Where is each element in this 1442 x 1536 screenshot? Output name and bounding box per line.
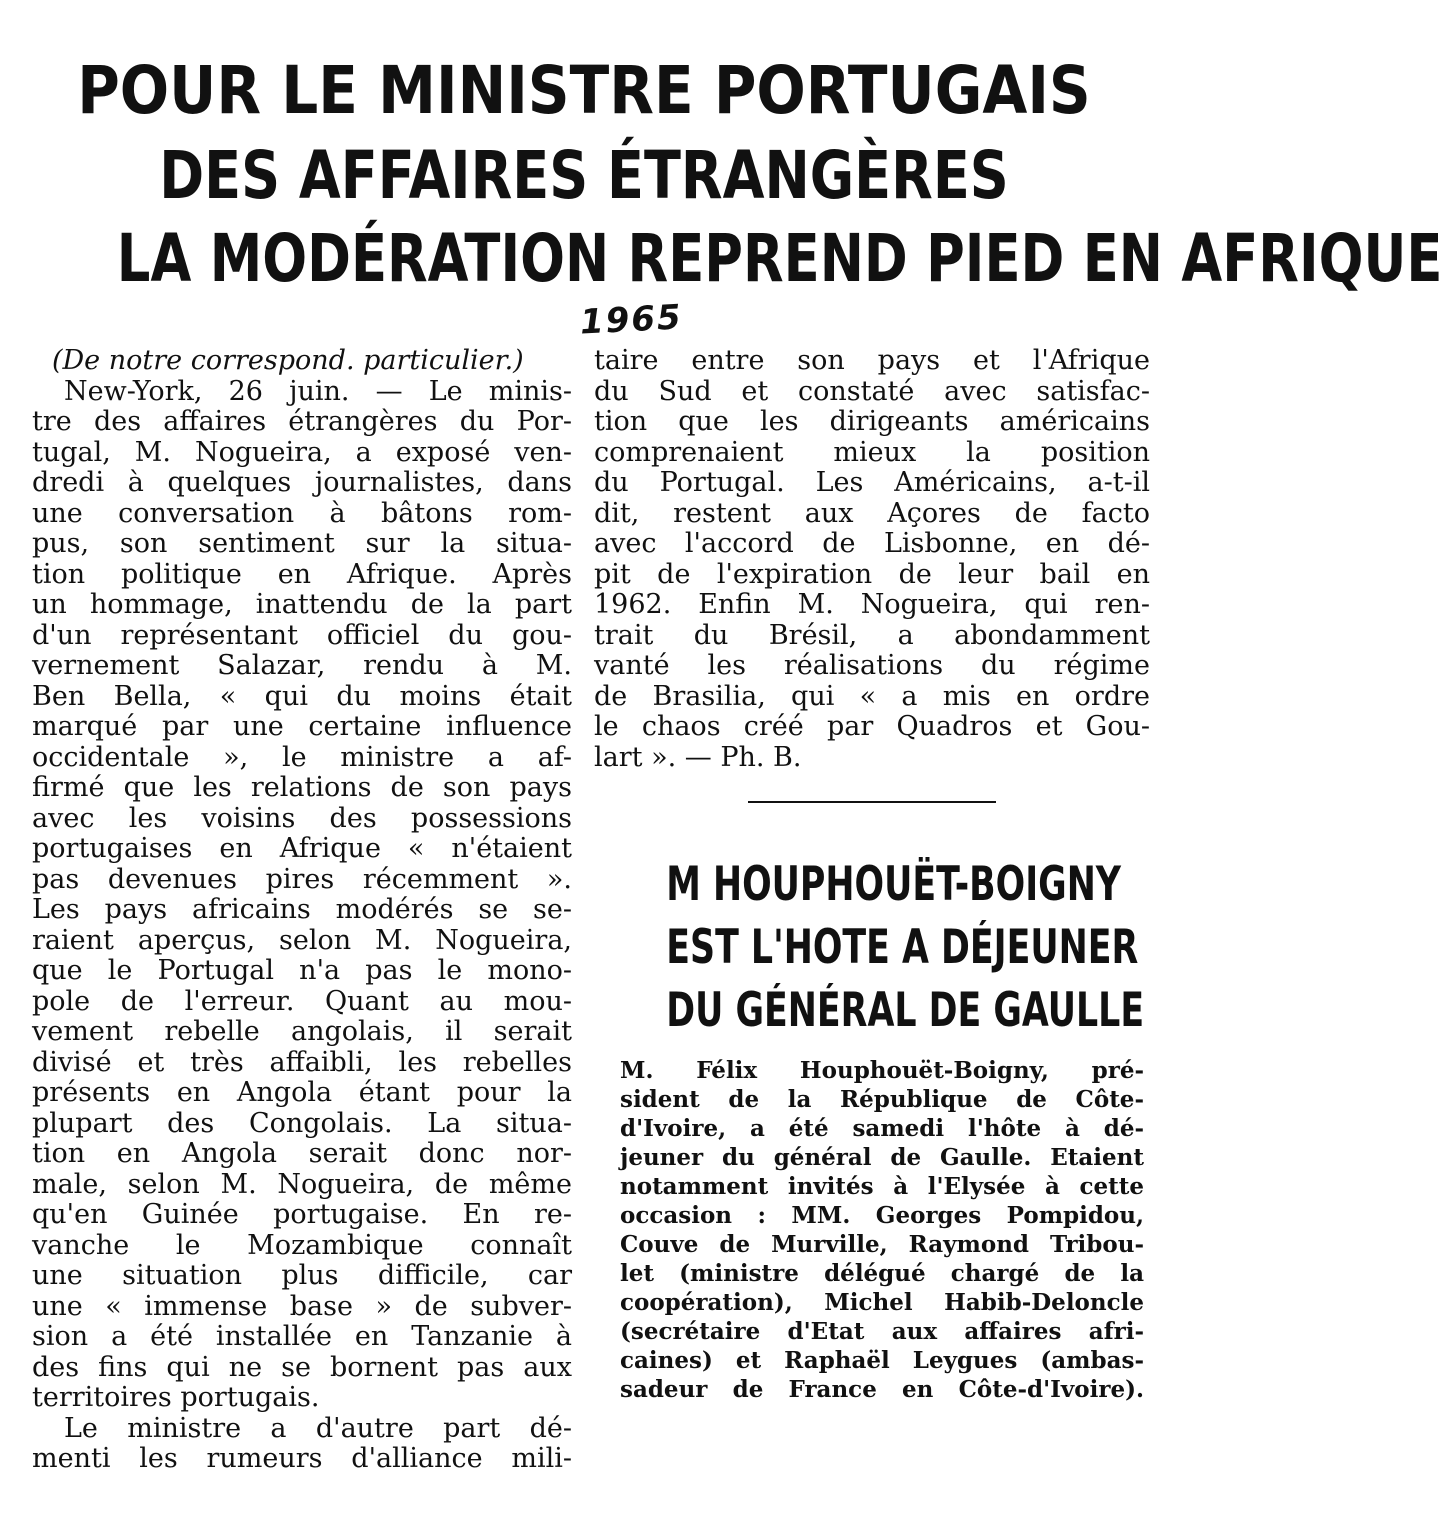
text-line: territoires portugais. <box>32 1382 320 1413</box>
text-line: tre des affaires étrangères du Por- <box>32 406 572 437</box>
text-line: divisé et très affaibli, les rebelles <box>32 1046 572 1078</box>
text-line: vernement Salazar, rendu à M. <box>32 650 572 681</box>
text-line: dit, restent aux Açores de facto <box>594 497 1150 529</box>
text-line: dredi à quelques journalistes, dans <box>32 467 572 498</box>
text-line: des fins qui ne se bornent pas aux <box>32 1351 572 1383</box>
signature-line: lart ». — Ph. B. <box>594 741 802 773</box>
text-line: trait du Brésil, a abondamment <box>594 619 1150 651</box>
text-line: Couve de Murville, Raymond Tribou- <box>620 1231 1144 1258</box>
text-line: M. Félix Houphouët-Boigny, pré- <box>620 1057 1144 1084</box>
second-headline-line-2: EST L'HOTE A DÉJEUNER <box>666 920 1139 975</box>
text-line: vement rebelle angolais, il serait <box>32 1016 572 1047</box>
text-line: pas devenues pires récemment ». <box>32 863 572 895</box>
text-line: tion en Angola serait donc nor- <box>32 1138 572 1169</box>
text-line: Les pays africains modérés se se- <box>32 894 572 925</box>
text-line: d'Ivoire, a été samedi l'hôte à dé- <box>620 1115 1144 1142</box>
text-line: let (ministre délégué chargé de la <box>620 1260 1144 1287</box>
text-line: une situation plus difficile, car <box>32 1260 572 1291</box>
text-line: que le Portugal n'a pas le mono- <box>32 955 572 986</box>
text-line: pus, son sentiment sur la situa- <box>32 528 572 559</box>
second-headline-line-3: DU GÉNÉRAL DE GAULLE <box>666 983 1145 1038</box>
text-line: menti les rumeurs d'alliance mili- <box>32 1443 572 1474</box>
text-line: comprenaient mieux la position <box>594 436 1150 468</box>
text-line: du Portugal. Les Américains, a-t-il <box>594 467 1150 498</box>
main-article-right-column <box>594 346 1150 773</box>
text-line: firmé que les relations de son pays <box>32 772 572 803</box>
text-line: pit de l'expiration de leur bail en <box>594 558 1150 590</box>
headline-line-2: DES AFFAIRES ÉTRANGÈRES <box>159 137 1009 214</box>
text-line: d'un représentant officiel du gou- <box>32 619 572 651</box>
text-line: une « immense base » de subver- <box>32 1290 572 1322</box>
text-line: notamment invités à l'Elysée à cette <box>620 1173 1144 1200</box>
text-line: tugal, M. Nogueira, a exposé ven- <box>32 436 572 468</box>
text-line: coopération), Michel Habib-Deloncle <box>620 1289 1144 1316</box>
text-line: 1962. Enfin M. Nogueira, qui ren- <box>594 589 1150 620</box>
text-line: vanche le Mozambique connaît <box>32 1229 572 1261</box>
second-article-body <box>620 1056 1144 1404</box>
text-line: pole de l'erreur. Quant au mou- <box>32 985 572 1017</box>
text-line: le chaos créé par Quadros et Gou- <box>594 711 1150 742</box>
text-line: vanté les réalisations du régime <box>594 650 1150 681</box>
text-line: Ben Bella, « qui du moins était <box>32 680 572 712</box>
text-line: portugaises en Afrique « n'étaient <box>32 833 572 864</box>
text-line: avec l'accord de Lisbonne, en dé- <box>594 528 1150 559</box>
headline-line-1: POUR LE MINISTRE PORTUGAIS <box>77 52 1091 129</box>
text-line: présents en Angola étant pour la <box>32 1077 572 1108</box>
text-line: du Sud et constaté avec satisfac- <box>594 375 1150 407</box>
text-line: Le ministre a d'autre part dé- <box>64 1412 572 1444</box>
text-line: une conversation à bâtons rom- <box>32 497 572 529</box>
text-line: (secrétaire d'Etat aux affaires afri- <box>620 1318 1144 1345</box>
text-line: qu'en Guinée portugaise. En re- <box>32 1199 572 1230</box>
text-line: marqué par une certaine influence <box>32 711 572 742</box>
text-line: jeuner du général de Gaulle. Etaient <box>620 1144 1144 1171</box>
text-line: New-York, 26 juin. — Le minis- <box>64 375 572 407</box>
text-line: caines) et Raphaël Leygues (ambas- <box>620 1347 1144 1374</box>
handwritten-year-note: 1965 <box>579 297 684 343</box>
text-line: occasion : MM. Georges Pompidou, <box>620 1202 1144 1229</box>
text-line: plupart des Congolais. La situa- <box>32 1107 572 1139</box>
text-line: sadeur de France en Côte-d'Ivoire). <box>620 1376 1144 1403</box>
headline-line-3: LA MODÉRATION REPREND PIED EN AFRIQUE <box>116 220 1442 297</box>
text-line: un hommage, inattendu de la part <box>32 589 572 620</box>
byline: (De notre correspond. particulier.) <box>52 345 524 376</box>
text-line: male, selon M. Nogueira, de même <box>32 1168 572 1200</box>
text-line: occidentale », le ministre a af- <box>32 741 572 773</box>
text-line: de Brasilia, qui « a mis en ordre <box>594 680 1150 712</box>
main-article-left-column <box>32 346 572 1475</box>
text-line: tion que les dirigeants américains <box>594 406 1150 437</box>
text-line: tion politique en Afrique. Après <box>32 558 572 590</box>
text-line: raient aperçus, selon M. Nogueira, <box>32 924 572 956</box>
text-line: taire entre son pays et l'Afrique <box>594 345 1150 376</box>
second-headline-line-1: M HOUPHOUËT-BOIGNY <box>666 857 1121 912</box>
text-line: avec les voisins des possessions <box>32 802 572 834</box>
text-line: sident de la République de Côte- <box>620 1086 1144 1113</box>
section-divider <box>748 801 996 803</box>
text-line: sion a été installée en Tanzanie à <box>32 1321 572 1352</box>
